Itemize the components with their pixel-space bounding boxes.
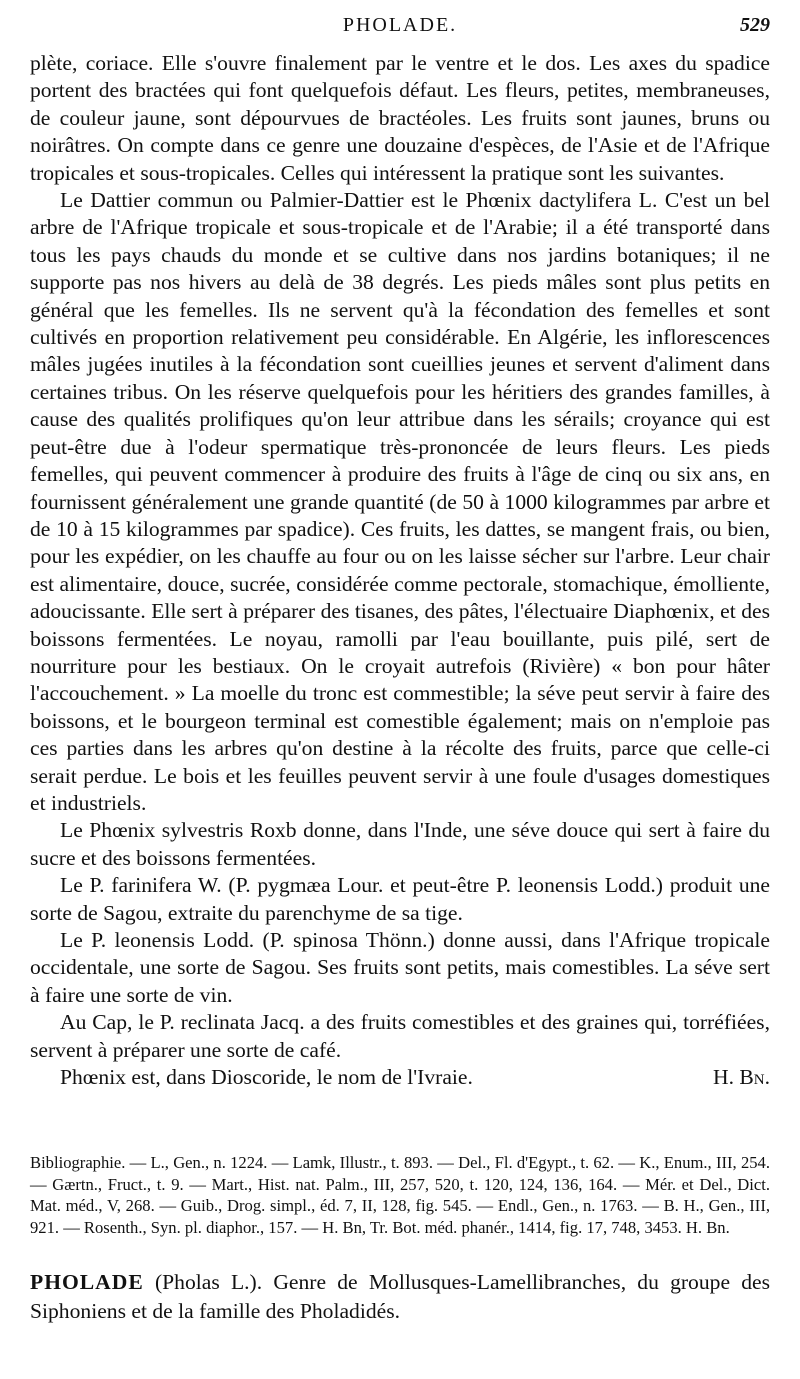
running-head: PHOLADE. bbox=[342, 14, 458, 36]
paragraph-7 bbox=[30, 1064, 770, 1091]
paragraph-5: Le P. leonensis Lodd. (P. spinosa Thönn.) donne aussi, dans l'Afrique tropicale occidentale, une sorte de Sagou. Ses fruits sont petits, mais comestibles. La séve sert à faire une sorte de vin. bbox=[30, 928, 770, 1007]
paragraph-6: Au Cap, le P. reclinata Jacq. a des fruits comestibles et des graines qui, torréfiées, servent à préparer une sorte de café. bbox=[30, 1010, 770, 1062]
paragraph-4: Le P. farinifera W. (P. pygmæa Lour. et peut-être P. leonensis Lodd.) produit une sorte de Sagou, extraite du parenchyme de sa tige. bbox=[30, 873, 770, 925]
bibliography: Bibliographie. — L., Gen., n. 1224. — Lamk, Illustr., t. 893. — Del., Fl. d'Egypt., t. 62. — K., Enum., III, 254. — Gærtn., Fruct., t. 9. — Mart., Hist. nat. Palm., III, 257, 520, t. 120, 124, 136, 164. — Mér. et Del., Dict. Mat. méd., V, 268. — Guib., Drog. simpl., éd. 7, II, 128, fig. 545. — Endl., Gen., n. 1763. — B. H., Gen., III, 921. — Rosenth., Syn. pl. diaphor., 157. — H. Bn, Tr. Bot. méd. phanér., 1414, fig. 17, 748, 3453. H. Bn. bbox=[30, 1153, 770, 1237]
paragraph-2: Le Dattier commun ou Palmier-Dattier est le Phœnix dactylifera L. C'est un bel arbre de l'Afrique tropicale et sous-tropicale et de l'Arabie; il a été transporté dans tous les pays chauds du monde et se cultive dans nos jardins botaniques; il ne supporte pas nos hivers au delà de 38 degrés. Les pieds mâles sont plus petits en général que les femelles. Ils ne servent qu'à la fécondation des femelles et sont cultivés en proportion relativement peu considérable. En Algérie, les inflorescences mâles jugées inutiles à la fécondation sont cueillies jeunes et servent d'aliment dans certaines tribus. On les réserve quelquefois pour les héritiers des grandes familles, à cause des qualités prolifiques qu'on leur attribue dans les sérails; croyance qui est peut-être due à l'odeur spermatique très-prononcée de leurs fleurs. Les pieds femelles, qui peuvent commencer à produire des fruits à l'âge de cinq ou six ans, en fournissent généralement une grande quantité (de 50 à 1000 kilogrammes par arbre et de 10 à 15 kilogrammes par spadice). Ces fruits, les dattes, se mangent frais, ou bien, pour les expédier, on les chauffe au four ou on les laisse sécher sur l'arbre. Leur chair est alimentaire, douce, sucrée, considérée comme pectorale, stomachique, émolliente, adoucissante. Elle sert à préparer des tisanes, des pâtes, l'électuaire Diaphœnix, et des boissons fermentées. Le noyau, ramolli par l'eau bouillante, puis pilé, sert de nourriture pour les bestiaux. On le croyait autrefois (Rivière) « bon pour hâter l'accouchement. » La moelle du tronc est commestible; la séve peut servir à faire des boissons, et le bourgeon terminal est comestible également; mais on n'emploie pas ces parties dans les arbres qu'on destine à la récolte des fruits, parce que celle-ci serait perdue. Le bois et les feuilles peuvent servir à une foule d'usages domestiques et industriels. bbox=[30, 188, 770, 815]
entry-headword: PHOLADE bbox=[30, 1270, 144, 1294]
author-signature: H. Bn. bbox=[712, 1065, 770, 1090]
article-body bbox=[30, 50, 770, 1091]
page-header bbox=[30, 14, 770, 44]
entry-text: (Pholas L.). Genre de Mollusques-Lamellibranches, du groupe des Siphoniens et de la famille des Pholadidés. bbox=[30, 1270, 771, 1323]
paragraph-7-text: Phœnix est, dans Dioscoride, le nom de l'Ivraie. bbox=[60, 1065, 473, 1090]
next-entry bbox=[30, 1268, 770, 1326]
paragraph-3: Le Phœnix sylvestris Roxb donne, dans l'Inde, une séve douce qui sert à faire du sucre et des boissons fermentées. bbox=[30, 818, 770, 870]
page-number: 529 bbox=[740, 14, 770, 36]
paragraph-1: plète, coriace. Elle s'ouvre finalement par le ventre et le dos. Les axes du spadice portent des bractées qui font quelquefois défaut. Les fleurs, petites, membraneuses, de couleur jaune, sont dépourvues de bractéoles. Les fruits sont jaunes, bruns ou noirâtres. On compte dans ce genre une douzaine d'espèces, de l'Asie et de l'Afrique tropicales et sous-tropicales. Celles qui intéressent la pratique sont les suivantes. bbox=[30, 51, 770, 185]
